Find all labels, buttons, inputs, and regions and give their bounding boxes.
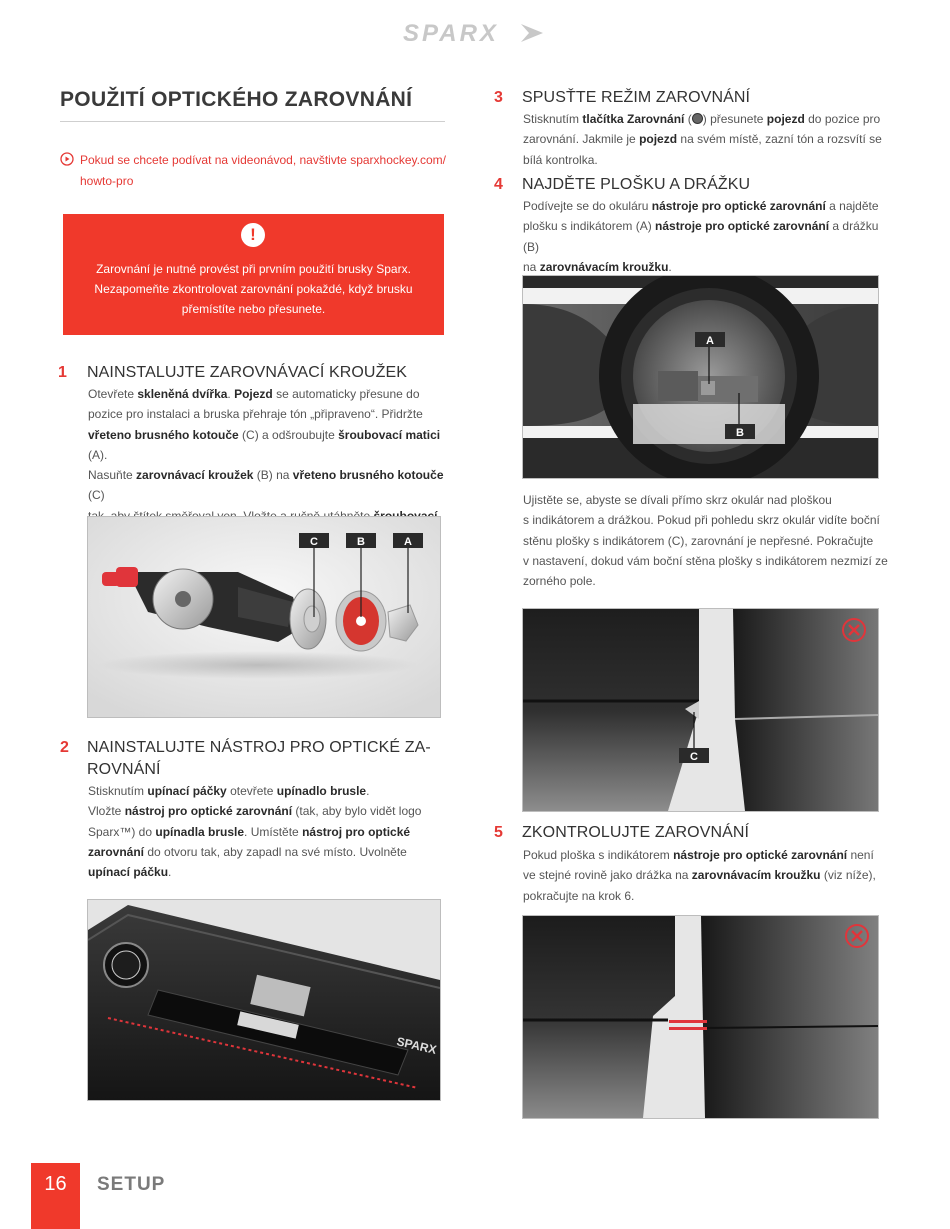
step-4-note [523,490,893,591]
bold-term: upínadlo brusle [276,784,367,798]
text-line [523,889,634,903]
text-segment: zarovnání. Jakmile je [523,132,640,147]
text-segment: (C) a odšroubujte [238,427,339,442]
note-line-5: zorného pole. [523,574,596,589]
exclamation-icon: ! [241,223,265,247]
alignment-button-icon [692,113,703,124]
text-segment: bílá kontrolka. [523,152,598,167]
text-segment: . [366,784,370,798]
text-line [88,407,423,421]
bold-term: nástroje pro optické zarovnání [651,199,826,213]
note-line-1: Ujistěte se, abyste se dívali přímo skrz okulár nad ploškou [523,493,832,507]
step-1-title: NAINSTALUJTE ZAROVNÁVACÍ KROUŽEK [87,364,407,381]
bold-term: skleněná dvířka [137,387,228,401]
bold-term: upínadla brusle [155,824,245,839]
text-segment: ( [684,112,692,126]
text-line [523,868,876,882]
text-line [88,468,444,502]
text-segment: (A). [88,447,108,462]
text-segment: (C) [88,488,105,503]
text-segment: Otevřete [88,387,138,401]
bold-term: zarovnání [88,844,145,859]
text-segment: (viz níže), [820,868,876,883]
bold-term: nástroje pro optické zarovnání [655,219,830,234]
text-segment: do otvoru tak, aby zapadl na své místo. Uvolněte [144,844,407,859]
label-b-eyepiece: B [736,427,744,439]
step-4-title: NAJDĚTE PLOŠKU A DRÁŽKU [522,176,751,193]
text-line [88,825,410,839]
step-3-title: SPUSŤTE REŽIM ZAROVNÁNÍ [522,89,751,106]
step-2-title-line-1: NAINSTALUJTE NÁSTROJ PRO OPTICKÉ ZA- [87,739,431,756]
bold-term: tlačítka Zarovnání [582,112,685,126]
section-label: SETUP [97,1174,166,1195]
title-divider [60,121,445,122]
video-note-text: Pokud se chcete podívat na videonávod, navštivte [80,153,351,167]
warning-text [83,259,424,319]
logo-text: SPARX [403,20,499,46]
step-5-number: 5 [494,824,503,841]
page-number: 16 [31,1163,80,1229]
bold-term: pojezd [766,112,805,126]
label-c: C [310,536,318,548]
bold-term: zarovnávacím kroužku [691,868,821,883]
text-segment: plošku s indikátorem (A) [523,219,656,234]
step-1-number: 1 [58,364,67,381]
text-segment: . [168,865,172,880]
text-line [523,153,598,167]
label-a: A [404,536,412,548]
step-2-number: 2 [60,739,69,756]
text-segment: na svém místě, zazní tón a rozsvítí se [677,132,882,147]
text-segment: Podívejte se do okuláru [523,199,652,213]
text-segment: . [668,259,672,274]
text-segment: do pozice pro [804,112,881,126]
text-segment: otevřete [226,784,277,798]
text-line [523,260,672,274]
warning-line-2: Nezapomeňte zkontrolovat zarovnání pokaždé, když brusku [94,282,413,296]
text-line [88,387,420,401]
bold-term: šroubovací matici [338,427,441,442]
bold-term: zarovnávací kroužek [136,468,254,483]
bold-term: vřeteno brusného kotouče [292,468,444,483]
text-segment: se automaticky přesune do [272,387,420,401]
bold-term: pojezd [639,132,678,147]
bold-term: upínací páčku [88,865,169,880]
step-4-eyepiece-image [522,275,879,479]
text-segment: není [847,848,874,862]
text-segment: . Umístěte [244,824,303,839]
step-4-incorrect-image [522,608,879,812]
text-line [88,428,440,462]
text-segment: Pokud ploška s indikátorem [523,848,674,862]
step-4-number: 4 [494,176,503,193]
svg-text:SPARX: SPARX [395,1034,438,1058]
step-3-text [523,109,893,170]
text-line [88,845,407,859]
note-line-3: stěnu plošky s indikátorem (C), zarovnání je nepřesné. Pokračujte [523,533,874,548]
text-line [523,848,874,862]
step-2-text [88,781,448,882]
video-note [60,150,450,192]
text-segment: . [227,387,235,401]
bold-term: nástroj pro optické zarovnání [124,804,293,819]
text-segment: (B) na [253,468,293,483]
text-segment: ) přesunete [702,112,767,126]
note-line-2: s indikátorem a drážkou. Pokud při pohledu skrz okulár vidíte boční [523,513,880,528]
bold-term: nástroje pro optické zarovnání [673,848,848,862]
step-2-title-line-2: ROVNÁNÍ [87,761,161,778]
step-5-title: ZKONTROLUJTE ZAROVNÁNÍ [522,824,750,841]
text-segment: na [523,259,540,274]
text-segment: Stisknutím [88,784,148,798]
play-circle-icon [60,152,74,166]
text-segment: Stisknutím [523,112,583,126]
text-segment: a najděte [825,199,879,213]
bold-term: zarovnávacím kroužku [539,259,669,274]
text-line [523,199,879,213]
warning-line-1: Zarovnání je nutné provést při prvním použití brusky Sparx. [96,262,411,276]
label-c-sidewall: C [690,751,698,763]
text-segment: Sparx™) do [88,824,156,839]
text-line [88,804,421,818]
step-2-image [87,899,441,1101]
text-line [523,132,882,146]
text-line [523,219,878,253]
bold-term: Pojezd [234,387,273,401]
text-segment: a drážku (B) [523,219,879,254]
step-5-text [523,845,893,906]
step-1-image [87,516,441,718]
label-a-eyepiece: A [706,335,714,347]
bold-term: vřeteno brusného kotouče [88,427,239,442]
text-segment: pokračujte na krok 6. [523,888,635,903]
warning-line-3: přemístíte nebo přesunete. [181,302,326,316]
text-line [88,865,171,879]
page-title: POUŽITÍ OPTICKÉHO ZAROVNÁNÍ [60,88,413,111]
label-b: B [357,536,365,548]
step-2-title [87,737,447,781]
text-line [523,112,880,126]
step-5-incorrect-image [522,915,879,1119]
text-segment: Nasuňte [88,468,137,483]
note-line-4: v nastavení, dokud vám boční stěna plošky s indikátorem nezmizí ze [523,553,888,568]
bold-term: upínací páčky [147,784,227,798]
bold-term: nástroj pro optické [302,824,411,839]
video-link-part2[interactable]: howto-pro [80,174,134,188]
text-segment: ve stejné rovině jako drážka na [523,868,692,883]
step-3-number: 3 [494,89,503,106]
video-link-part1[interactable]: sparxhockey.com/ [350,153,446,167]
warning-box [63,214,444,335]
text-segment: pozice pro instalaci a bruska přehraje tón „připraveno“. Přidržte [88,407,423,422]
text-segment: (tak, aby bylo vidět logo [292,804,422,819]
step-4-text [523,196,893,277]
text-segment: Vložte [88,804,125,819]
text-line [88,784,369,798]
sparx-logo [403,20,549,46]
